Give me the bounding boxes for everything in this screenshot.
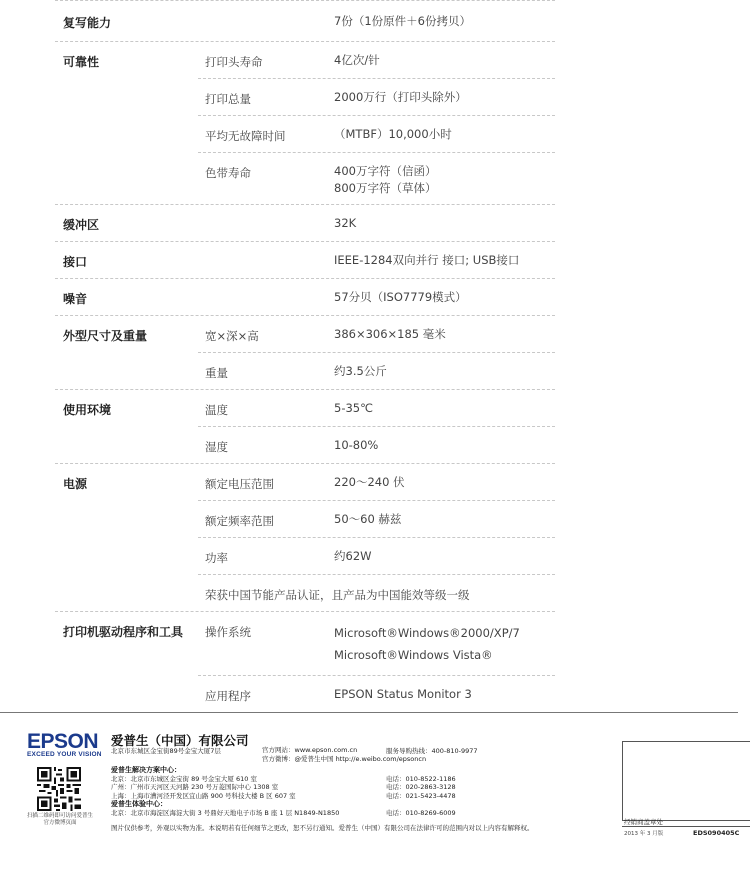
spec-value-line: 5-35℃	[334, 401, 374, 415]
table-row	[55, 42, 555, 79]
spec-value-line: 386×306×185 毫米	[334, 327, 446, 341]
spec-value	[334, 474, 405, 491]
logo-tagline: EXCEED YOUR VISION	[27, 751, 102, 758]
spec-category: 打印机驱动程序和工具	[63, 625, 184, 639]
spec-value	[334, 89, 467, 106]
spec-value	[334, 400, 373, 417]
table-row	[55, 205, 555, 242]
table-row	[55, 116, 555, 153]
stamp-underline	[622, 826, 750, 827]
spec-value-line: 10-80%	[334, 438, 379, 452]
spec-subitem: 温度	[205, 403, 228, 417]
table-row	[55, 390, 555, 427]
spec-subitem: 重量	[205, 366, 228, 380]
table-row	[55, 538, 555, 575]
table-row	[55, 279, 555, 316]
spec-value	[334, 622, 520, 666]
solution-phones	[386, 775, 456, 818]
spec-subitem: 宽×深×高	[205, 329, 259, 343]
spec-value-line: 4亿次/针	[334, 53, 380, 67]
company-name: 爱普生（中国）有限公司	[111, 733, 249, 748]
disclaimer: 图片仅供参考，外观以实物为准。本说明若有任何细节之更改，恕不另行通知。爱普生（中国）有限公司在法律许可的范围内对以上内容有解释权。	[111, 824, 534, 832]
spec-value	[334, 215, 356, 232]
phone-guangzhou: 电话：020-2863-3128	[386, 783, 456, 791]
table-row	[55, 427, 555, 464]
spec-value	[334, 548, 372, 565]
table-row	[55, 153, 555, 205]
spec-subitem: 额定频率范围	[205, 514, 274, 528]
spec-value	[334, 511, 401, 528]
spec-value-line: （MTBF）10,000小时	[334, 127, 452, 141]
spec-value	[334, 13, 471, 30]
spec-value	[334, 52, 380, 69]
spec-value-line: 220～240 伏	[334, 475, 405, 489]
experience-center-title: 爱普生体验中心：	[111, 800, 167, 808]
table-row	[55, 575, 555, 612]
spec-value-line: 2000万行（打印头除外）	[334, 90, 467, 104]
spec-value-line: Microsoft®Windows®2000/XP/7	[334, 626, 520, 640]
table-row	[55, 612, 555, 676]
spec-value-line: 50～60 赫兹	[334, 512, 402, 526]
spec-category: 复写能力	[63, 16, 112, 30]
spec-subitem: 荣获中国节能产品认证，且产品为中国能效等级一级	[205, 588, 470, 602]
spec-value	[334, 326, 446, 343]
spec-subitem: 操作系统	[205, 625, 251, 639]
spec-value-line: EPSON Status Monitor 3	[334, 687, 472, 701]
footer	[0, 712, 750, 884]
spec-value	[334, 437, 378, 454]
table-row	[55, 242, 555, 279]
solution-line-shanghai: 上海：上海市漕河泾开发区宜山路 900 号科技大楼 B 区 607 室	[111, 791, 296, 800]
spec-value-line: 32K	[334, 216, 357, 230]
spec-subitem: 湿度	[205, 440, 228, 454]
spec-value-line: 57分贝（ISO7779模式）	[334, 290, 467, 304]
website[interactable]: 官方网站：www.epson.com.cn	[262, 746, 358, 754]
solution-line-guangzhou: 广州：广州市天河区天河路 230 号万菱国际中心 1308 室	[111, 783, 279, 791]
table-row	[55, 676, 555, 712]
table-row	[55, 0, 555, 42]
table-row	[55, 353, 555, 390]
table-row	[55, 501, 555, 538]
table-row	[55, 79, 555, 116]
spec-value-line: Microsoft®Windows Vista®	[334, 648, 493, 662]
spec-subitem: 色带寿命	[205, 166, 251, 180]
epson-logo: EPSON	[27, 730, 99, 753]
spec-value	[334, 686, 472, 703]
spec-value-line: IEEE-1284双向并行 接口; USB接口	[334, 253, 520, 267]
qr-caption: 扫描二维码即可访问爱普生官方微博页面	[27, 813, 94, 826]
spec-subitem: 平均无故障时间	[205, 129, 286, 143]
solution-center	[111, 766, 339, 817]
solution-line-beijing: 北京：北京市东城区金宝街 89 号金宝大厦 610 室	[111, 774, 257, 783]
spec-value-line: 7份（1份原件＋6份拷贝）	[334, 14, 471, 28]
company-address: 北京市东城区金宝街89号金宝大厦7层	[111, 747, 221, 755]
spec-value	[334, 289, 467, 306]
spec-subitem: 打印总量	[205, 92, 251, 106]
qr-code-icon	[37, 767, 81, 811]
spec-category: 外型尺寸及重量	[63, 329, 148, 343]
phone-shanghai: 电话：021-5423-4478	[386, 791, 456, 800]
spec-value-line: 约3.5公斤	[334, 364, 387, 378]
spec-subitem: 功率	[205, 551, 228, 565]
spec-subitem: 应用程序	[205, 689, 251, 703]
table-row	[55, 316, 555, 353]
spec-value	[334, 163, 436, 197]
footer-rule	[0, 712, 738, 713]
spec-value	[334, 126, 452, 143]
phone-experience: 电话：010-8269-6009	[386, 808, 456, 817]
phone-beijing: 电话：010-8522-1186	[386, 774, 456, 783]
dealer-stamp-label: 经销商盖章处	[624, 818, 663, 826]
spec-subitem: 额定电压范围	[205, 477, 274, 491]
service-hotline: 服务导购热线：400-810-9977	[386, 747, 478, 755]
spec-value	[334, 363, 387, 380]
edition-date: 2013 年 3 月版	[624, 831, 664, 837]
table-row	[55, 464, 555, 501]
spec-category: 使用环境	[63, 403, 112, 417]
weibo[interactable]: 官方微博：@爱普生中国 http://e.weibo.com/epsoncn	[262, 755, 427, 763]
document-code: EDS090405C	[693, 829, 740, 837]
spec-value-line: 约62W	[334, 549, 372, 563]
spec-category: 接口	[63, 255, 88, 269]
spec-value	[334, 252, 519, 269]
experience-line: 北京：北京市海淀区海淀大街 3 号鼎好天地电子市场 B 座 1 层 N1849-N1850	[111, 808, 340, 817]
spec-category: 可靠性	[63, 55, 100, 69]
spec-category: 电源	[63, 477, 88, 491]
spec-value-line: 800万字符（草体）	[334, 181, 437, 195]
spec-category: 噪音	[63, 292, 88, 306]
dealer-stamp-box	[622, 741, 750, 821]
spec-category: 缓冲区	[63, 218, 100, 232]
spec-value-line: 400万字符（信函）	[334, 164, 437, 178]
solution-center-title: 爱普生解决方案中心：	[111, 766, 181, 774]
spec-subitem: 打印头寿命	[205, 55, 263, 69]
